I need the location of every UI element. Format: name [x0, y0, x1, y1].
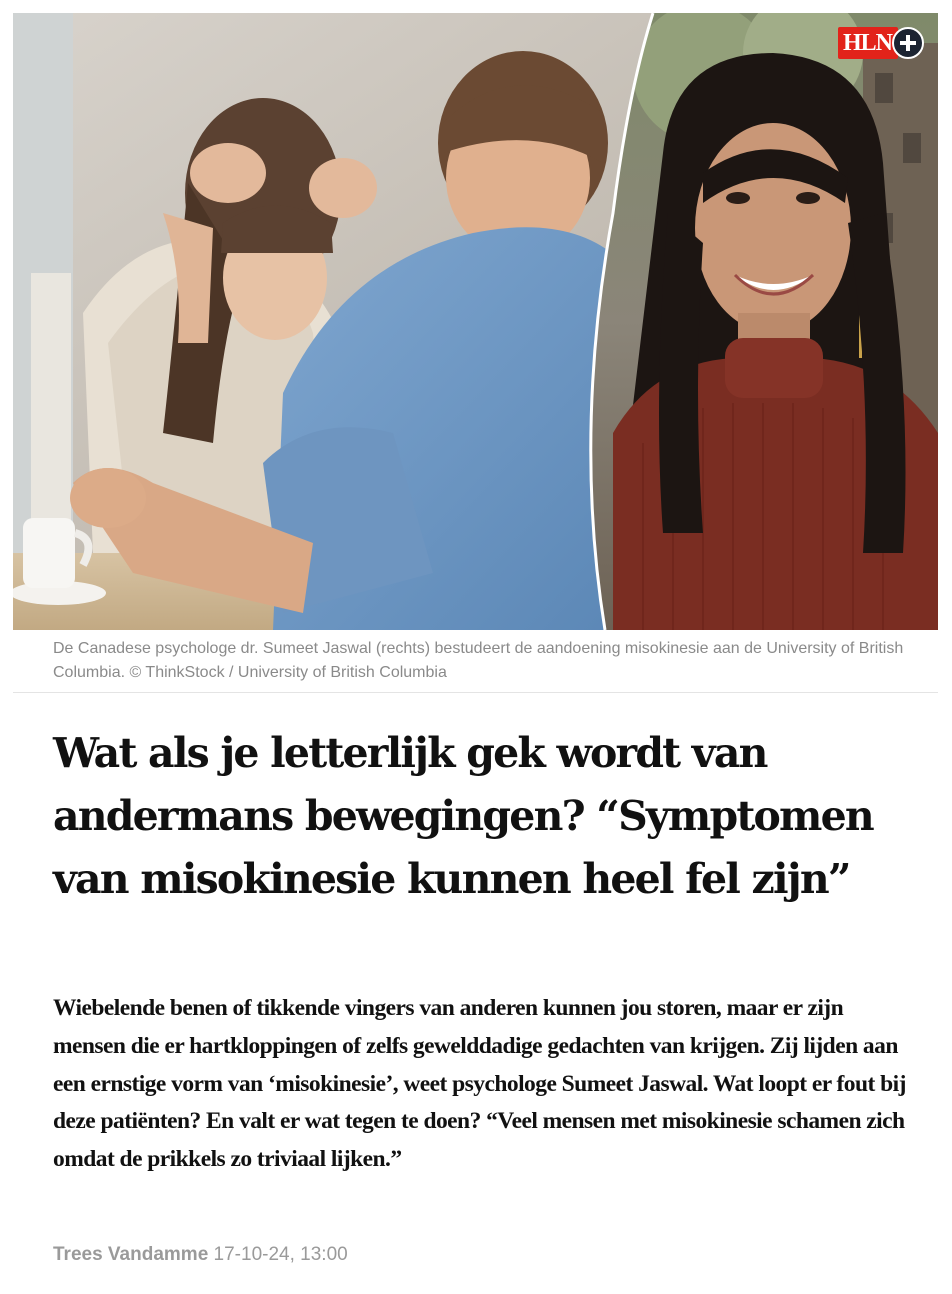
byline — [53, 1241, 348, 1269]
plus-icon — [892, 27, 924, 59]
hero-photo — [13, 13, 938, 630]
caption-divider — [13, 692, 938, 693]
publish-date: 17-10-24, 13:00 — [213, 1244, 348, 1265]
photo-caption: De Canadese psychologe dr. Sumeet Jaswal (rechts) bestudeert de aandoening misokinesie aan de University of British Columbia. © ThinkStock / University of British Columbia — [53, 640, 904, 681]
hln-plus-badge — [838, 26, 924, 60]
article-title: Wat als je letterlijk gek wordt van andermans bewegingen? “Symptomen van misokinesie kunnen heel fel zijn” — [53, 729, 873, 903]
hero-photo-composite — [13, 13, 938, 630]
author-name[interactable]: Trees Vandamme — [53, 1244, 209, 1265]
hln-logo: HLN — [838, 27, 898, 59]
article-lead: Wiebelende benen of tikkende vingers van anderen kunnen jou storen, maar er zijn mensen die er hartkloppingen of zelfs gewelddadige gedachten van krijgen. Zij lijden aan een ernstige vorm van ‘misokinesie’, weet psychologe Sumeet Jaswal. Wat loopt er fout bij deze patiënten? En valt er wat tegen te doen? “Veel mensen met misokinesie schamen zich omdat de prikkels zo triviaal lijken.” — [53, 995, 906, 1173]
